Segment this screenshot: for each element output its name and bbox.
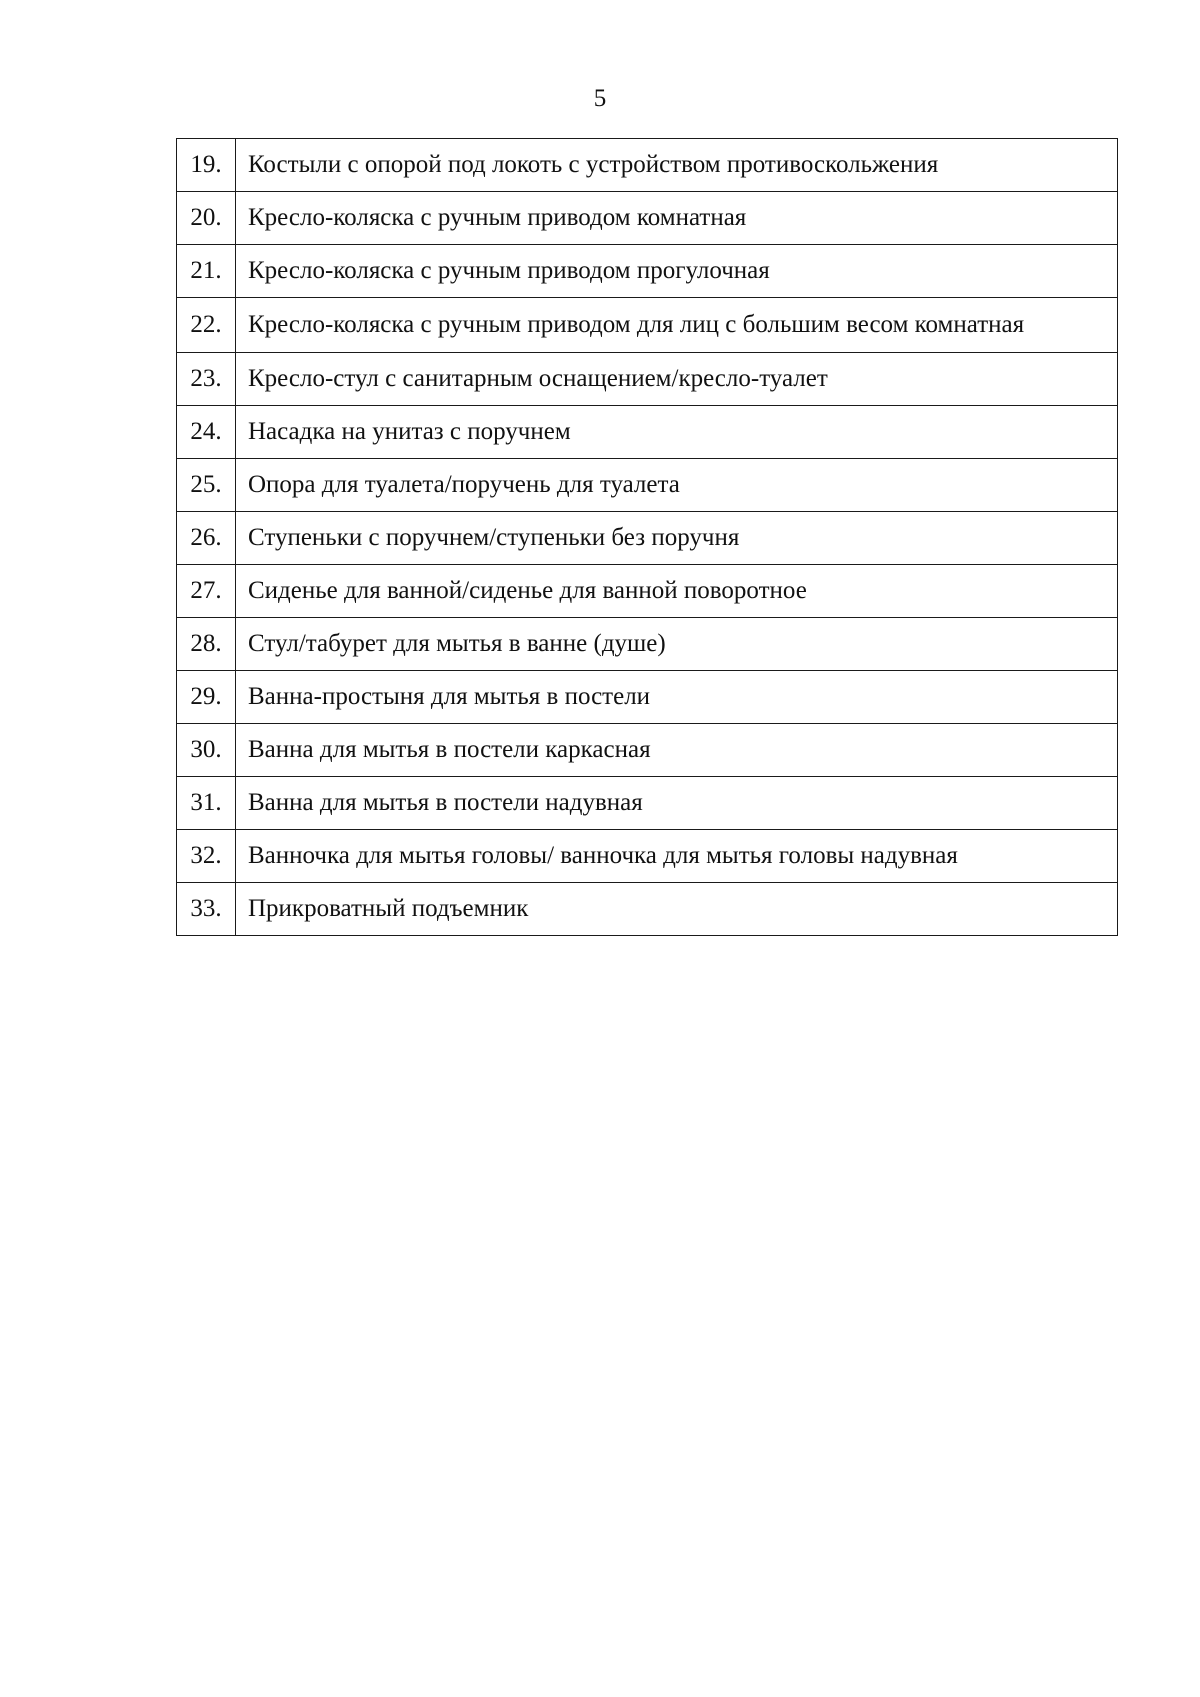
- row-number: 23.: [177, 353, 236, 406]
- row-number: 31.: [177, 777, 236, 830]
- row-name: Ступеньки с поручнем/ступеньки без поручня: [236, 512, 1118, 565]
- row-number: 30.: [177, 724, 236, 777]
- row-number: 24.: [177, 406, 236, 459]
- table-row: [177, 139, 1118, 192]
- table-row: [177, 406, 1118, 459]
- row-number: 28.: [177, 618, 236, 671]
- row-name: Костыли с опорой под локоть с устройством противоскольжения: [236, 139, 1118, 192]
- row-number: 32.: [177, 830, 236, 883]
- table-row: [177, 565, 1118, 618]
- row-number: 26.: [177, 512, 236, 565]
- table-row: [177, 245, 1118, 298]
- table-row: [177, 777, 1118, 830]
- row-number: 22.: [177, 298, 236, 353]
- table-row: [177, 830, 1118, 883]
- row-number: 25.: [177, 459, 236, 512]
- row-number: 20.: [177, 192, 236, 245]
- table-row: [177, 353, 1118, 406]
- table-row: [177, 459, 1118, 512]
- row-name: Опора для туалета/поручень для туалета: [236, 459, 1118, 512]
- table-row: [177, 618, 1118, 671]
- table-row: [177, 298, 1118, 353]
- table-row: [177, 671, 1118, 724]
- row-name: Ванна для мытья в постели надувная: [236, 777, 1118, 830]
- row-name: Стул/табурет для мытья в ванне (душе): [236, 618, 1118, 671]
- row-name: Сиденье для ванной/сиденье для ванной поворотное: [236, 565, 1118, 618]
- row-number: 27.: [177, 565, 236, 618]
- page-number: 5: [593, 85, 607, 112]
- row-number: 29.: [177, 671, 236, 724]
- row-name: Кресло-коляска с ручным приводом комнатная: [236, 192, 1118, 245]
- row-name: Кресло-коляска с ручным приводом прогулочная: [236, 245, 1118, 298]
- row-name: Насадка на унитаз с поручнем: [236, 406, 1118, 459]
- table-row: [177, 512, 1118, 565]
- row-number: 21.: [177, 245, 236, 298]
- table-row: [177, 724, 1118, 777]
- row-name: Прикроватный подъемник: [236, 883, 1118, 936]
- row-number: 33.: [177, 883, 236, 936]
- table-row: [177, 883, 1118, 936]
- row-name: Кресло-стул с санитарным оснащением/кресло-туалет: [236, 353, 1118, 406]
- row-number: 19.: [177, 139, 236, 192]
- row-name: Кресло-коляска с ручным приводом для лиц с большим весом комнатная: [236, 298, 1118, 353]
- row-name: Ванночка для мытья головы/ ванночка для мытья головы надувная: [236, 830, 1118, 883]
- row-name: Ванна для мытья в постели каркасная: [236, 724, 1118, 777]
- items-table: [176, 138, 1118, 936]
- row-name: Ванна-простыня для мытья в постели: [236, 671, 1118, 724]
- table-row: [177, 192, 1118, 245]
